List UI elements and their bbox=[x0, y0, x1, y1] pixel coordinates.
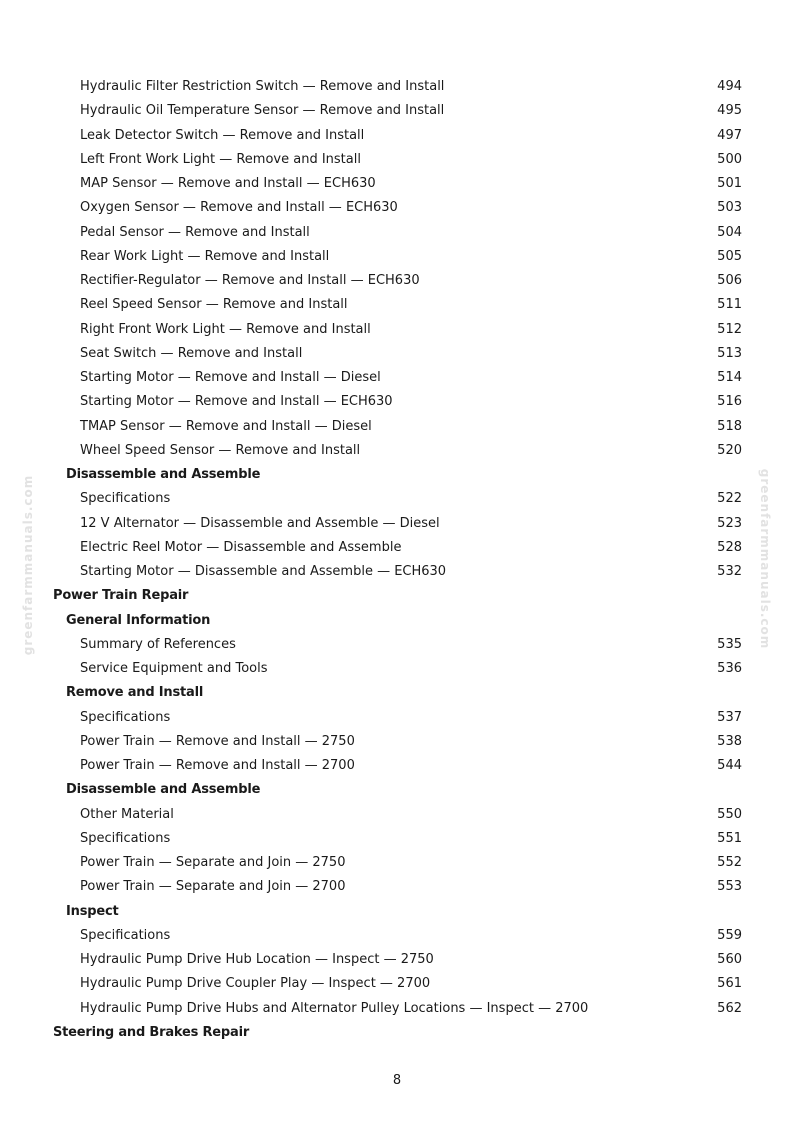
toc-entry-title: Left Front Work Light — Remove and Install bbox=[80, 151, 361, 167]
toc-entry[interactable] bbox=[0, 124, 794, 148]
toc-entry[interactable] bbox=[0, 148, 794, 172]
toc-entry-page: 536 bbox=[717, 661, 742, 676]
toc-entry-title: Rectifier-Regulator — Remove and Install — ECH630 bbox=[80, 273, 420, 288]
toc-entry-title: Remove and Install bbox=[66, 685, 204, 701]
toc-entry[interactable] bbox=[0, 269, 794, 293]
toc-entry-page: 559 bbox=[717, 927, 742, 943]
toc-section-heading[interactable] bbox=[0, 681, 794, 705]
toc-entry[interactable] bbox=[0, 415, 794, 439]
toc-entry[interactable] bbox=[0, 390, 794, 414]
toc-entry[interactable] bbox=[0, 318, 794, 342]
toc-entry-page: 535 bbox=[717, 636, 742, 652]
toc-section-heading[interactable] bbox=[0, 609, 794, 633]
toc-entry-page: 494 bbox=[717, 79, 742, 94]
toc-entry-page: 503 bbox=[717, 200, 742, 216]
toc-entry-title: Inspect bbox=[66, 903, 119, 919]
toc-entry-page: 553 bbox=[717, 879, 742, 895]
toc-entry-title: Starting Motor — Remove and Install — ECH630 bbox=[80, 394, 393, 410]
toc-entry[interactable] bbox=[0, 342, 794, 366]
toc-entry-page: 552 bbox=[717, 855, 742, 870]
toc-entry[interactable] bbox=[0, 75, 794, 99]
toc-section-heading[interactable] bbox=[0, 900, 794, 924]
toc-entry[interactable] bbox=[0, 657, 794, 681]
toc-entry-page: 537 bbox=[717, 709, 742, 725]
toc-entry-title: Other Material bbox=[80, 806, 174, 822]
toc-entry-page: 505 bbox=[717, 248, 742, 264]
toc-section-heading[interactable] bbox=[0, 1021, 794, 1045]
toc-entry-title: Rear Work Light — Remove and Install bbox=[80, 248, 330, 264]
toc-entry-page: 562 bbox=[717, 1000, 742, 1016]
toc-entry[interactable] bbox=[0, 221, 794, 245]
toc-entry-page: 513 bbox=[717, 345, 742, 361]
toc-entry-page: 528 bbox=[717, 539, 742, 555]
toc-entry-title: Leak Detector Switch — Remove and Install bbox=[80, 127, 365, 143]
toc-entry-title: Steering and Brakes Repair bbox=[53, 1024, 250, 1040]
toc-entry-page: 561 bbox=[717, 976, 742, 992]
toc-entry[interactable] bbox=[0, 730, 794, 754]
toc-entry-title: Service Equipment and Tools bbox=[80, 661, 268, 676]
toc-entry-title: Electric Reel Motor — Disassemble and Assemble bbox=[80, 539, 402, 555]
toc-entry[interactable] bbox=[0, 754, 794, 778]
toc-entry[interactable] bbox=[0, 172, 794, 196]
toc-entry[interactable] bbox=[0, 439, 794, 463]
toc-entry[interactable] bbox=[0, 997, 794, 1021]
toc-entry-title: 12 V Alternator — Disassemble and Assemble — Diesel bbox=[80, 515, 440, 531]
toc-entry-title: Specifications bbox=[80, 709, 171, 725]
toc-entry-title: Power Train — Separate and Join — 2700 bbox=[80, 879, 346, 895]
toc-entry-title: Hydraulic Filter Restriction Switch — Remove and Install bbox=[80, 79, 445, 94]
toc-entry-title: Specifications bbox=[80, 491, 171, 507]
toc-entry[interactable] bbox=[0, 245, 794, 269]
toc-entry-title: MAP Sensor — Remove and Install — ECH630 bbox=[80, 176, 376, 191]
table-of-contents bbox=[0, 75, 794, 1045]
toc-entry-page: 497 bbox=[717, 127, 742, 143]
toc-entry-title: Power Train — Separate and Join — 2750 bbox=[80, 855, 346, 870]
toc-entry-page: 544 bbox=[717, 758, 742, 773]
toc-entry-page: 501 bbox=[717, 176, 742, 191]
toc-entry-page: 522 bbox=[717, 491, 742, 507]
toc-entry-title: Wheel Speed Sensor — Remove and Install bbox=[80, 442, 361, 458]
toc-section-heading[interactable] bbox=[0, 584, 794, 608]
toc-entry-page: 516 bbox=[717, 394, 742, 410]
toc-entry[interactable] bbox=[0, 487, 794, 511]
toc-entry-title: Summary of References bbox=[80, 636, 236, 652]
toc-entry-title: Pedal Sensor — Remove and Install bbox=[80, 224, 310, 240]
toc-entry-page: 495 bbox=[717, 103, 742, 119]
toc-entry-title: Power Train Repair bbox=[53, 588, 189, 604]
toc-entry[interactable] bbox=[0, 827, 794, 851]
toc-entry-title: Oxygen Sensor — Remove and Install — ECH630 bbox=[80, 200, 398, 216]
toc-entry[interactable] bbox=[0, 560, 794, 584]
toc-entry-title: Disassemble and Assemble bbox=[66, 782, 261, 798]
toc-entry[interactable] bbox=[0, 803, 794, 827]
toc-entry-page: 500 bbox=[717, 151, 742, 167]
toc-entry[interactable] bbox=[0, 633, 794, 657]
toc-entry-page: 551 bbox=[717, 830, 742, 846]
toc-entry-page: 550 bbox=[717, 806, 742, 822]
toc-entry-title: Hydraulic Pump Drive Hub Location — Inspect — 2750 bbox=[80, 952, 434, 967]
toc-section-heading[interactable] bbox=[0, 463, 794, 487]
toc-entry[interactable] bbox=[0, 366, 794, 390]
toc-entry-page: 520 bbox=[717, 442, 742, 458]
toc-entry-title: General Information bbox=[66, 612, 211, 628]
toc-entry-page: 506 bbox=[717, 273, 742, 288]
toc-entry[interactable] bbox=[0, 851, 794, 875]
page-number: 8 bbox=[392, 1073, 402, 1088]
toc-entry-title: TMAP Sensor — Remove and Install — Diesel bbox=[80, 418, 372, 434]
watermark-left: greenfarmmanuals.com bbox=[21, 474, 35, 656]
toc-section-heading[interactable] bbox=[0, 778, 794, 802]
toc-entry[interactable] bbox=[0, 196, 794, 220]
toc-entry-title: Power Train — Remove and Install — 2750 bbox=[80, 733, 355, 749]
toc-entry[interactable] bbox=[0, 875, 794, 899]
toc-entry-page: 523 bbox=[717, 515, 742, 531]
toc-entry-page: 511 bbox=[717, 297, 742, 313]
toc-entry[interactable] bbox=[0, 706, 794, 730]
toc-entry-title: Hydraulic Pump Drive Hubs and Alternator Pulley Locations — Inspect — 2700 bbox=[80, 1000, 589, 1016]
toc-entry-title: Hydraulic Pump Drive Coupler Play — Inspect — 2700 bbox=[80, 976, 431, 992]
toc-entry-page: 538 bbox=[717, 733, 742, 749]
toc-entry[interactable] bbox=[0, 99, 794, 123]
toc-entry-page: 518 bbox=[717, 418, 742, 434]
toc-entry-title: Right Front Work Light — Remove and Install bbox=[80, 321, 371, 337]
toc-entry-title: Starting Motor — Remove and Install — Diesel bbox=[80, 370, 381, 385]
toc-entry-page: 514 bbox=[717, 370, 742, 385]
toc-entry-title: Specifications bbox=[80, 830, 171, 846]
toc-entry-title: Disassemble and Assemble bbox=[66, 467, 261, 482]
toc-entry-page: 512 bbox=[717, 321, 742, 337]
toc-entry-title: Reel Speed Sensor — Remove and Install bbox=[80, 297, 348, 313]
toc-entry-title: Hydraulic Oil Temperature Sensor — Remove and Install bbox=[80, 103, 445, 119]
toc-entry[interactable] bbox=[0, 924, 794, 948]
watermark-right: greenfarmmanuals.com bbox=[758, 468, 772, 650]
toc-entry-page: 532 bbox=[717, 564, 742, 579]
toc-entry[interactable] bbox=[0, 972, 794, 996]
toc-entry[interactable] bbox=[0, 293, 794, 317]
toc-entry[interactable] bbox=[0, 948, 794, 972]
toc-entry-title: Starting Motor — Disassemble and Assemble — ECH630 bbox=[80, 564, 447, 579]
toc-entry-page: 504 bbox=[717, 224, 742, 240]
toc-entry-page: 560 bbox=[717, 952, 742, 967]
toc-entry[interactable] bbox=[0, 536, 794, 560]
toc-entry-title: Seat Switch — Remove and Install bbox=[80, 345, 303, 361]
toc-entry-title: Specifications bbox=[80, 927, 171, 943]
toc-entry-title: Power Train — Remove and Install — 2700 bbox=[80, 758, 355, 773]
toc-entry[interactable] bbox=[0, 512, 794, 536]
